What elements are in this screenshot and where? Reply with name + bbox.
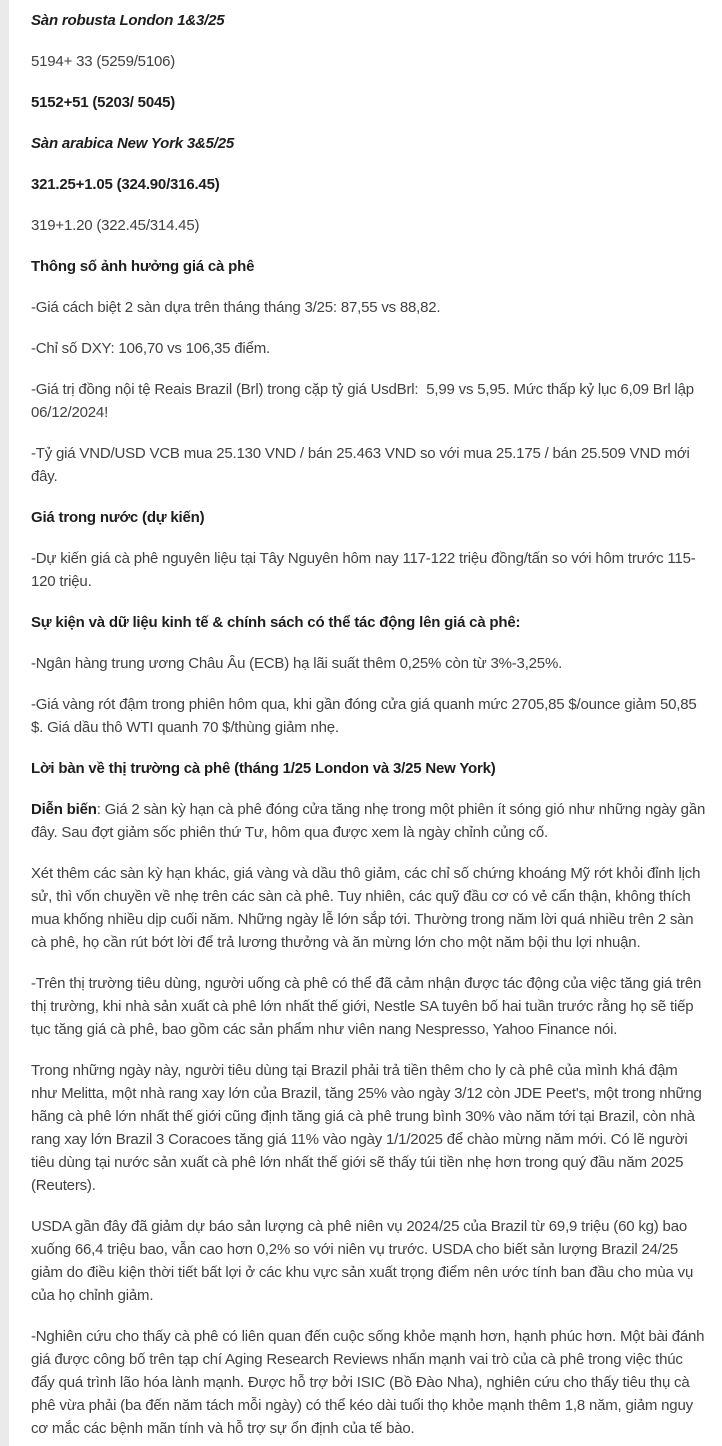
article-paragraph: -Ngân hàng trung ương Châu Âu (ECB) hạ lãi suất thêm 0,25% còn từ 3%-3,25%. <box>31 655 563 672</box>
article-paragraph: -Trên thị trường tiêu dùng, người uống cà phê có thể đã cảm nhận được tác động của việc tăng giá trên thị trường, khi nhà sản xuất cà phê lớn nhất thế giới, Nestle SA tuyên bố hai tuần trước rằng họ sẽ tiếp tục tăng giá cà phê, bao gồm các sản phẩm như viên nang Nespresso, Yahoo Finance nói. <box>31 975 706 1038</box>
article-paragraph: Trong những ngày này, người tiêu dùng tại Brazil phải trả tiền thêm cho ly cà phê của mình khá đậm như Melitta, một nhà rang xay lớn của Brazil, tăng 25% vào ngày 3/12 còn JDE Peet's, một trong những hãng cà phê lớn nhất thế giới cũng định tăng giá cà phê trung bình 30% vào năm tới tại Brazil, còn nhà rang xay lớn Brazil 3 Coracoes tăng giá 11% vào ngày 1/1/2025 để chào mừng năm mới. Có lẽ người tiêu dùng tại nước sản xuất cà phê lớn nhất thế giới sẽ thấy túi tiền nhẹ hơn trong quý đầu năm 2025 (Reuters). <box>31 1062 706 1194</box>
section-heading: Giá trong nước (dự kiến) <box>31 509 205 526</box>
article-paragraph: -Giá cách biệt 2 sàn dựa trên tháng tháng 3/25: 87,55 vs 88,82. <box>31 299 441 316</box>
paragraph-text: : Giá 2 sàn kỳ hạn cà phê đóng cửa tăng nhẹ trong một phiên ít sóng gió như những ngày gần đây. Sau đợt giảm sốc phiên thứ Tư, hôm qua được xem là ngày chỉnh củng cố. <box>31 801 710 841</box>
article-paragraph: 321.25+1.05 (324.90/316.45) <box>31 176 220 193</box>
article-paragraph: -Chỉ số DXY: 106,70 vs 106,35 điểm. <box>31 340 270 357</box>
article-content <box>31 0 710 1446</box>
article-paragraph: 5152+51 (5203/ 5045) <box>31 94 176 111</box>
article-paragraph: Xét thêm các sàn kỳ hạn khác, giá vàng và dầu thô giảm, các chỉ số chứng khoáng Mỹ rớt khỏi đỉnh lịch sử, thì vốn chuyền về nhẹ trên các sàn cà phê. Tuy nhiên, các quỹ đầu cơ có vẻ cẩn thận, không thích mua khống nhiều dịp cuối năm. Những ngày lễ lớn sắp tới. Thường trong năm lời quá nhiều trên 2 sàn cà phê, họ cần rút bớt lời để trả lương thưởng và ăn mừng lớn cho một năm bội thu lợi nhuận. <box>31 865 705 951</box>
section-heading: Thông số ảnh hưởng giá cà phê <box>31 258 255 275</box>
article-paragraph: 319+1.20 (322.45/314.45) <box>31 217 200 234</box>
article-paragraph: Sàn arabica New York 3&5/25 <box>31 135 235 152</box>
article-paragraph: Sàn robusta London 1&3/25 <box>31 12 225 29</box>
article-paragraph: USDA gần đây đã giảm dự báo sản lượng cà phê niên vụ 2024/25 của Brazil từ 69,9 triệu (60 kg) bao xuống 66,4 triệu bao, vẫn cao hơn 0,2% so với niên vụ trước. USDA cho biết sản lượng Brazil 24/25 giảm do điều kiện thời tiết bất lợi ở các khu vực sản xuất trọng điểm nên ước tính ban đầu cho mùa vụ của họ chỉnh giảm. <box>31 1218 698 1304</box>
paragraph-lead: Diễn biến <box>31 801 97 818</box>
article-paragraph: 5194+ 33 (5259/5106) <box>31 53 176 70</box>
section-heading: Sự kiện và dữ liệu kinh tế & chính sách có thể tác động lên giá cà phê: <box>31 614 521 631</box>
article-paragraph: -Tỷ giá VND/USD VCB mua 25.130 VND / bán 25.463 VND so với mua 25.175 / bán 25.509 VND mới đây. <box>31 445 694 485</box>
article-paragraph: -Giá vàng rót đậm trong phiên hôm qua, khi gần đóng cửa giá quanh mức 2705,85 $/ounce giảm 50,85 $. Giá dầu thô WTI quanh 70 $/thùng giảm nhẹ. <box>31 696 701 736</box>
section-heading: Lời bàn về thị trường cà phê (tháng 1/25 London và 3/25 New York) <box>31 760 496 777</box>
article-paragraph: -Nghiên cứu cho thấy cà phê có liên quan đến cuộc sống khỏe mạnh hơn, hạnh phúc hơn. Một bài đánh giá được công bố trên tạp chí Aging Research Reviews nhấn mạnh vai trò của cà phê trong việc thúc đẩy quá trình lão hóa lành mạnh. Được hỗ trợ bởi ISIC (Bồ Đào Nha), nghiên cứu cho thấy tiêu thụ cà phê vừa phải (ba đến năm tách mỗi ngày) có thể kéo dài tuổi thọ khỏe mạnh thêm 1,8 năm, giảm nguy cơ mắc các bệnh mãn tính và hỗ trợ sự ổn định của tế bào. <box>31 1328 709 1437</box>
left-gutter <box>0 0 9 1446</box>
article-paragraph: -Giá trị đồng nội tệ Reais Brazil (Brl) trong cặp tỷ giá UsdBrl: 5,99 vs 5,95. Mức thấp kỷ lục 6,09 Brl lập 06/12/2024! <box>31 381 698 421</box>
article-paragraph <box>31 798 710 844</box>
article-paragraph: -Dự kiến giá cà phê nguyên liệu tại Tây Nguyên hôm nay 117-122 triệu đồng/tấn so với hôm trước 115-120 triệu. <box>31 550 696 590</box>
